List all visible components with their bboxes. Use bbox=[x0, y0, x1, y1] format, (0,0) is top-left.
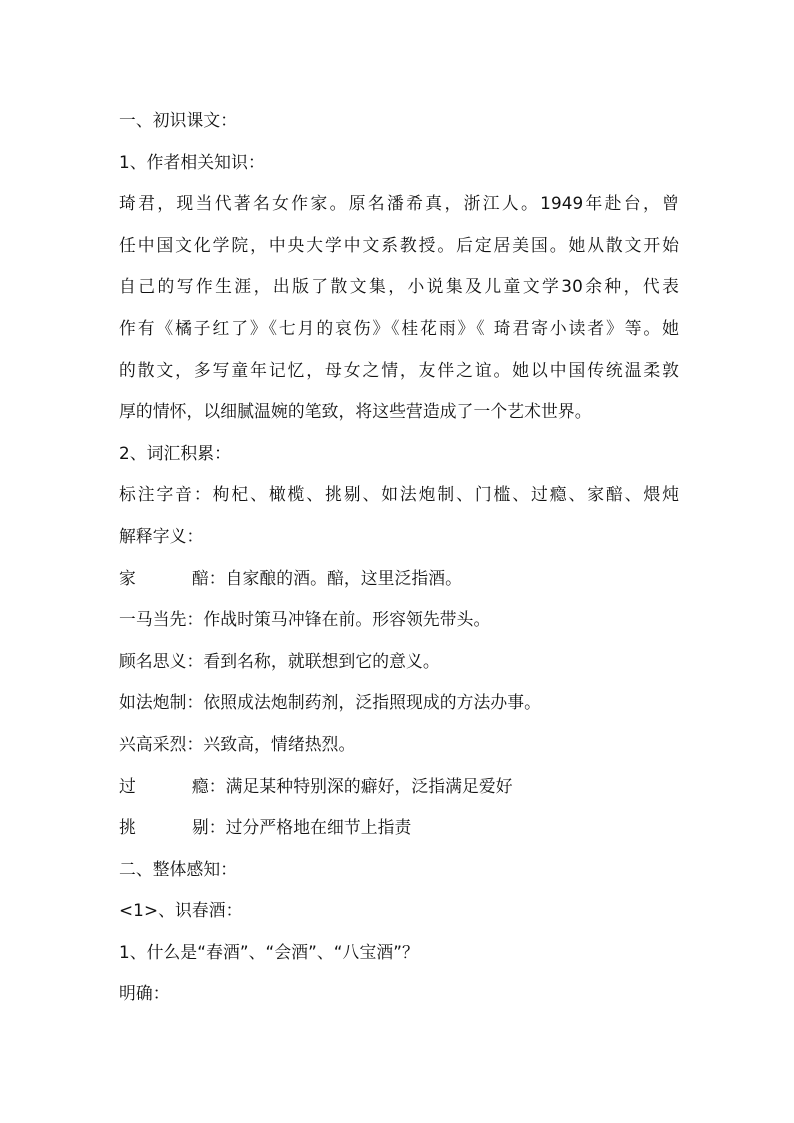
vocab-definition: ：过分严格地在细节上指责 bbox=[208, 817, 412, 838]
question-1: 1、什么是“春酒”、“会酒”、“八宝酒”？ bbox=[119, 941, 419, 962]
author-bio-line: 的散文，多写童年记忆，母女之情，友伴之谊。她以中国传统温柔敦 bbox=[119, 359, 679, 380]
author-bio-line: 琦君，现当代著名女作家。原名潘希真，浙江人。1949年赴台，曾 bbox=[119, 193, 679, 214]
author-bio-line: 任中国文化学院，中央大学中文系教授。后定居美国。她从散文开始 bbox=[119, 234, 679, 255]
vocab-entry-yimadangxian: 一马当先：作战时策马冲锋在前。形容领先带头。 bbox=[119, 609, 491, 630]
subheading-vocabulary: 2、词汇积累： bbox=[119, 442, 232, 463]
vocab-definition: ：满足某种特别深的癖好，泛指满足爱好 bbox=[208, 775, 513, 796]
vocab-term-char: 剔 bbox=[191, 817, 209, 838]
pronunciation-line: 标注字音：枸杞、橄榄、挑剔、如法炮制、门槛、过瘾、家醅、煨炖 bbox=[119, 484, 679, 505]
answer-label: 明确： bbox=[119, 983, 170, 1004]
definitions-label: 解释字义： bbox=[119, 525, 204, 546]
author-bio-line: 作有《橘子红了》《七月的哀伤》《桂花雨》《 琦君寄小读者》等。她 bbox=[119, 317, 679, 338]
author-bio-line: 自己的写作生涯，出版了散文集，小说集及儿童文学30余种，代表 bbox=[119, 276, 679, 297]
vocab-entry-titi bbox=[119, 807, 679, 849]
vocab-term-char: 挑 bbox=[119, 817, 136, 838]
vocab-term-char: 醅 bbox=[191, 567, 209, 588]
author-bio-line: 厚的情怀，以细腻温婉的笔致，将这些营造成了一个艺术世界。 bbox=[119, 401, 592, 422]
vocab-entry-rufa: 如法炮制：依照成法炮制药剂，泛指照现成的方法办事。 bbox=[119, 692, 542, 713]
document-body bbox=[119, 100, 679, 1015]
vocab-term-char: 过 bbox=[119, 775, 136, 796]
vocab-entry-xinggao: 兴高采烈：兴致高，情绪热烈。 bbox=[119, 733, 356, 754]
section-heading-overview: 二、整体感知： bbox=[119, 858, 238, 879]
section-heading-intro: 一、初识课文： bbox=[119, 110, 238, 130]
vocab-entry-guming: 顾名思义：看到名称，就联想到它的意义。 bbox=[119, 650, 440, 671]
subheading-spring-wine: <1>、识春酒： bbox=[119, 900, 243, 921]
vocab-term-char: 家 bbox=[119, 567, 136, 588]
subheading-author-knowledge: 1、作者相关知识： bbox=[119, 151, 265, 172]
vocab-definition: ：自家酿的酒。醅，这里泛指酒。 bbox=[208, 567, 463, 588]
vocab-entry-guoyin bbox=[119, 766, 679, 808]
vocab-term-char: 瘾 bbox=[191, 775, 209, 796]
vocab-entry-jiapei bbox=[119, 558, 679, 600]
